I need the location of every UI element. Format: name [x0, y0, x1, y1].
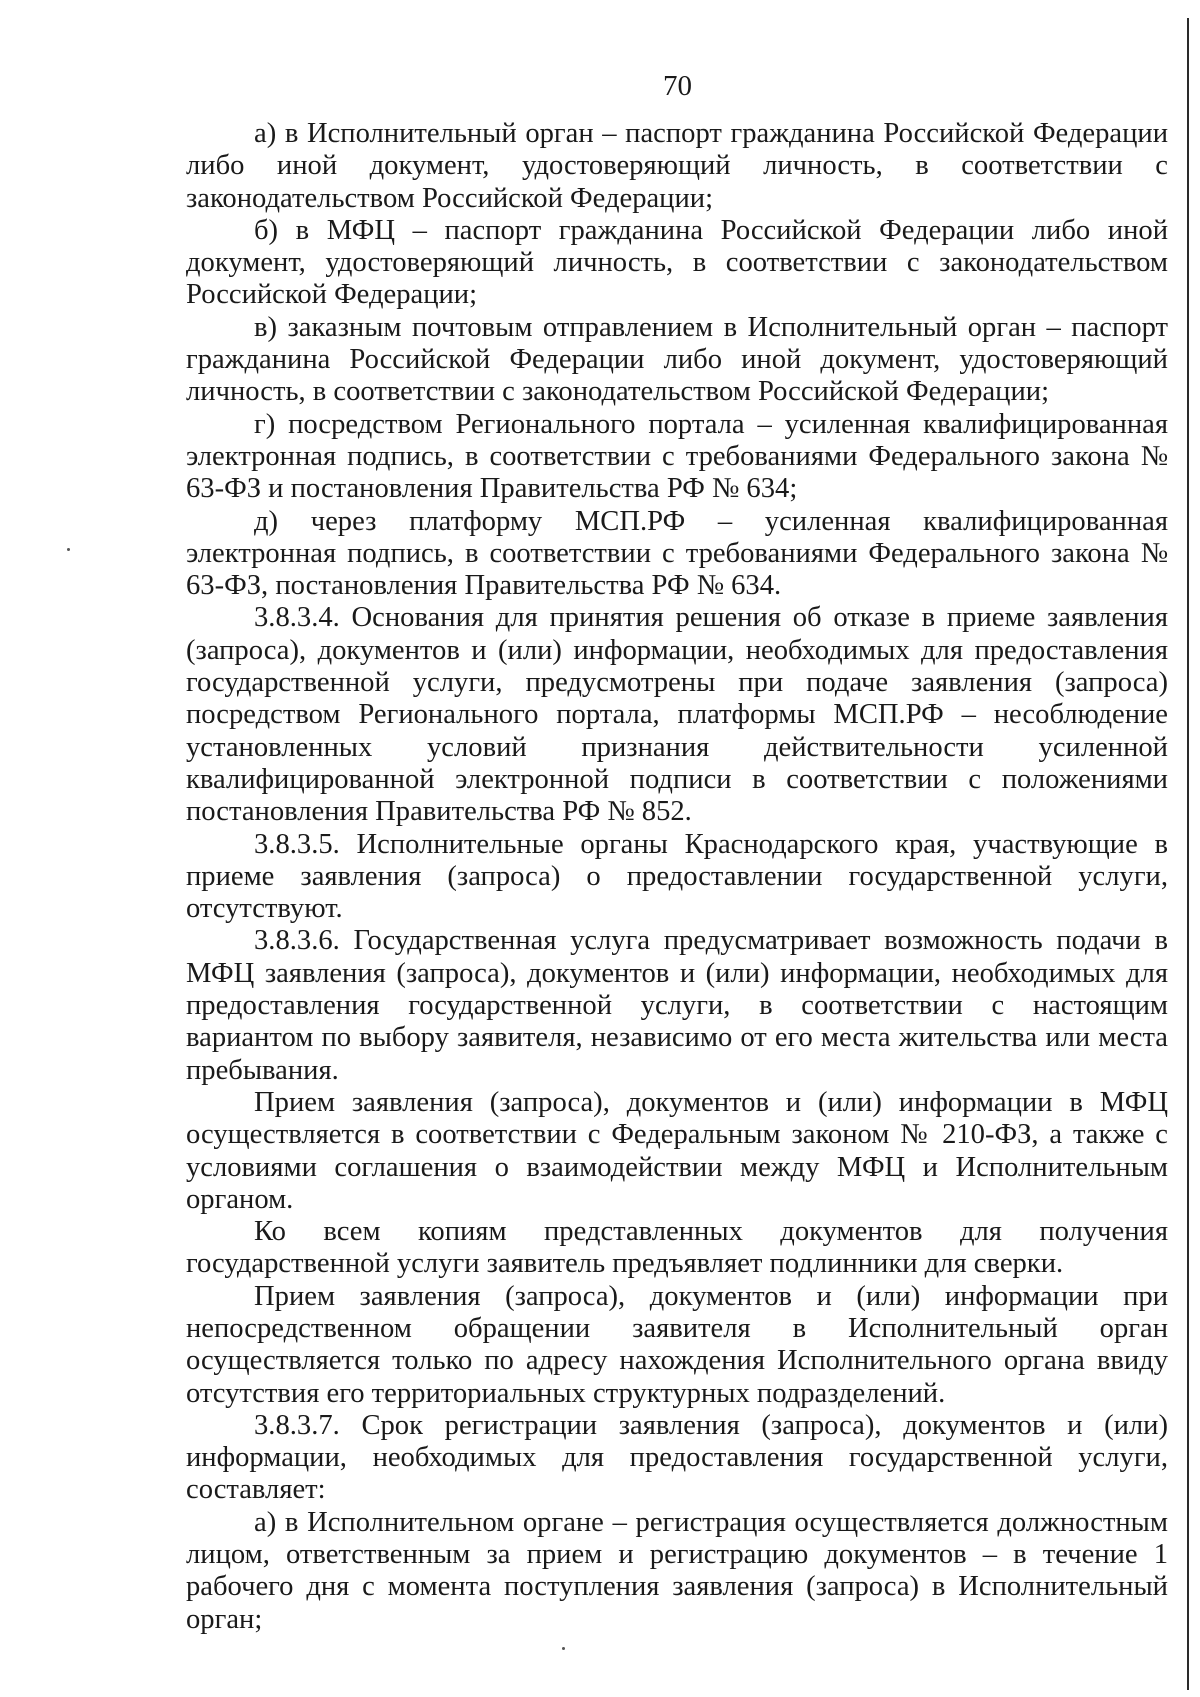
- paragraph-9: Прием заявления (запроса), документов и (или) информации в МФЦ осуществляется в соответствии с Федеральным законом № 210-ФЗ, а также с условиями соглашения о взаимодействии между МФЦ и Исполнительным органом.: [186, 1086, 1168, 1215]
- page-number: 70: [663, 70, 692, 102]
- paragraph-11: Прием заявления (запроса), документов и (или) информации при непосредственном обращении заявителя в Исполнительный орган осуществляется только по адресу нахождения Исполнительного органа ввиду отсутствия его территориальных структурных подразделений.: [186, 1280, 1168, 1409]
- paragraph-12: 3.8.3.7. Срок регистрации заявления (запроса), документов и (или) информации, необходимых для предоставления государственной услуги, составляет:: [186, 1409, 1168, 1506]
- scan-speck: [67, 548, 70, 551]
- paragraph-6: 3.8.3.4. Основания для принятия решения об отказе в приеме заявления (запроса), документов и (или) информации, необходимых для предоставления государственной услуги, предусмотрены при подаче заявления (запроса) посредством Регионального портала, платформы МСП.РФ – несоблюдение установленных условий признания действительности усиленной квалифицированной электронной подписи в соответствии с положениями постановления Правительства РФ № 852.: [186, 602, 1168, 828]
- scan-speck: [562, 1647, 565, 1650]
- paragraph-4: г) посредством Регионального портала – усиленная квалифицированная электронная подпись, в соответствии с требованиями Федерального закона № 63-ФЗ и постановления Правительства РФ № 634;: [186, 408, 1168, 505]
- paragraph-5: д) через платформу МСП.РФ – усиленная квалифицированная электронная подпись, в соответствии с требованиями Федерального закона № 63-ФЗ, постановления Правительства РФ № 634.: [186, 505, 1168, 602]
- paragraph-3: в) заказным почтовым отправлением в Исполнительный орган – паспорт гражданина Российской Федерации либо иной документ, удостоверяющий личность, в соответствии с законодательством Российской Федерации;: [186, 311, 1168, 408]
- paragraph-10: Ко всем копиям представленных документов для получения государственной услуги заявитель предъявляет подлинники для сверки.: [186, 1216, 1168, 1280]
- paragraph-13: а) в Исполнительном органе – регистрация осуществляется должностным лицом, ответственным за прием и регистрацию документов – в течение 1 рабочего дня с момента поступления заявления (запроса) в Исполнительный орган;: [186, 1506, 1168, 1635]
- paragraph-1: а) в Исполнительный орган – паспорт гражданина Российской Федерации либо иной документ, удостоверяющий личность, в соответствии с законодательством Российской Федерации;: [186, 118, 1168, 214]
- paragraph-8: 3.8.3.6. Государственная услуга предусматривает возможность подачи в МФЦ заявления (запроса), документов и (или) информации, необходимых для предоставления государственной услуги, в соответствии с настоящим вариантом по выбору заявителя, независимо от его места жительства или места пребывания.: [186, 925, 1168, 1086]
- scan-edge-line: [1187, 18, 1189, 1690]
- paragraph-2: б) в МФЦ – паспорт гражданина Российской Федерации либо иной документ, удостоверяющий личность, в соответствии с законодательством Российской Федерации;: [186, 214, 1168, 311]
- document-body: [186, 118, 1168, 1636]
- paragraph-7: 3.8.3.5. Исполнительные органы Краснодарского края, участвующие в приеме заявления (запроса) о предоставлении государственной услуги, отсутствуют.: [186, 828, 1168, 925]
